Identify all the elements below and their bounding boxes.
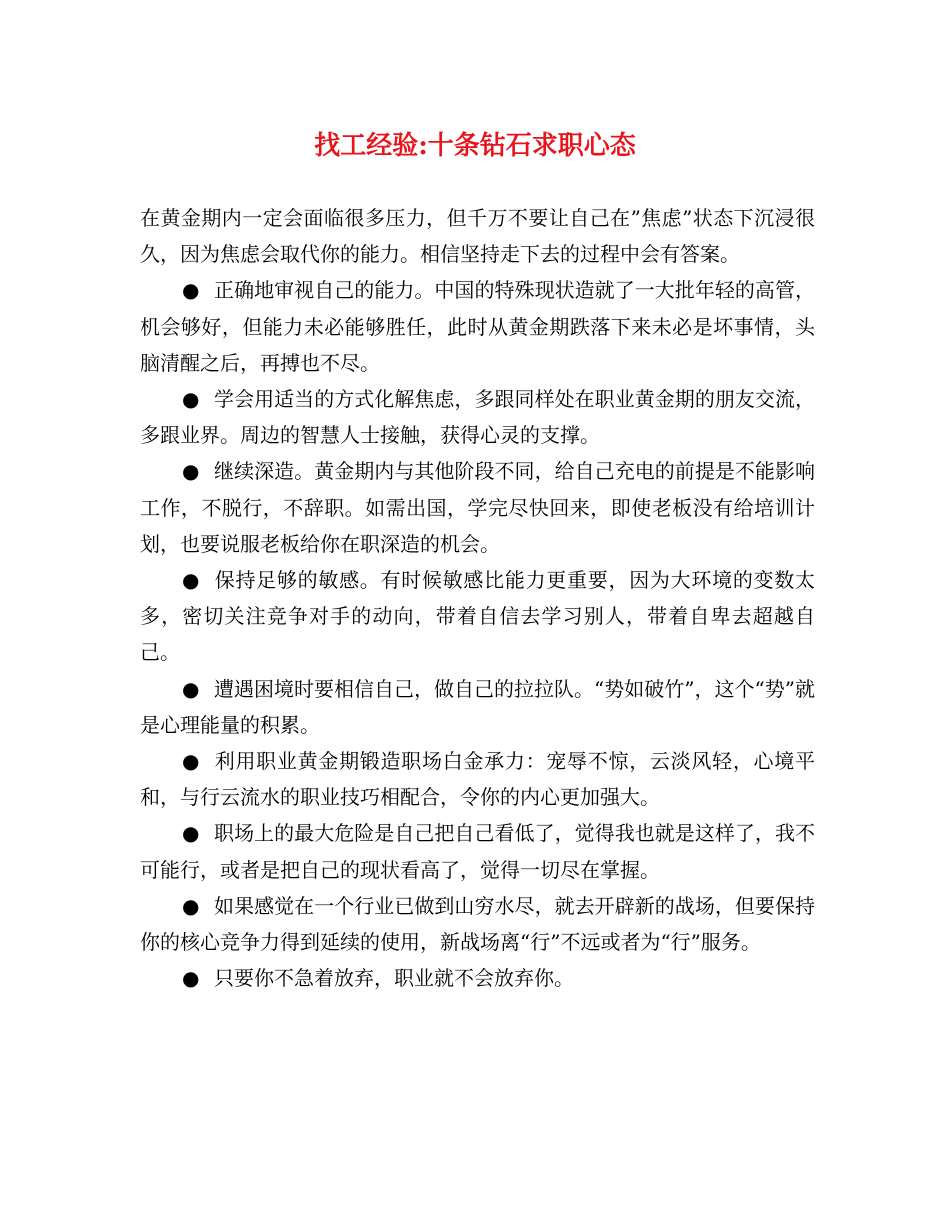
bullet-item xyxy=(140,272,815,381)
bullet-item xyxy=(140,671,815,743)
intro-paragraph: 在黄金期内一定会面临很多压力，但千万不要让自己在”焦虑”状态下沉浸很久，因为焦虑会取代你的能力。相信坚持走下去的过程中会有答案。 xyxy=(140,206,815,267)
bullet-item xyxy=(140,562,815,671)
document-body xyxy=(140,200,815,996)
bullet-dot-icon: ● xyxy=(182,387,200,412)
bullet-text: 正确地审视自己的能力。中国的特殊现状造就了一大批年轻的高管，机会够好，但能力未必能够胜任，此时从黄金期跌落下来未必是坏事情，头脑清醒之后，再搏也不尽。 xyxy=(140,278,815,375)
bullet-dot-icon: ● xyxy=(182,568,200,593)
bullet-text: 只要你不急着放弃，职业就不会放弃你。 xyxy=(214,966,574,991)
bullet-text: 遭遇困境时要相信自己，做自己的拉拉队。“势如破竹”，这个“势”就是心理能量的积累。 xyxy=(140,676,815,737)
bullet-item xyxy=(140,960,815,996)
bullet-dot-icon: ● xyxy=(182,459,200,484)
document-title: 找工经验:十条钻石求职心态 xyxy=(314,131,636,161)
bullet-item xyxy=(140,453,815,562)
bullet-text: 学会用适当的方式化解焦虑，多跟同样处在职业黄金期的朋友交流，多跟业界。周边的智慧人士接触，获得心灵的支撑。 xyxy=(140,387,815,448)
bullet-item xyxy=(140,815,815,887)
bullet-item xyxy=(140,888,815,960)
bullet-text: 继续深造。黄金期内与其他阶段不同，给自己充电的前提是不能影响工作，不脱行，不辞职。如需出国，学完尽快回来，即使老板没有给培训计划，也要说服老板给你在职深造的机会。 xyxy=(140,459,815,556)
bullet-text: 如果感觉在一个行业已做到山穷水尽，就去开辟新的战场，但要保持你的核心竞争力得到延续的使用，新战场离“行”不远或者为“行”服务。 xyxy=(140,893,815,955)
bullet-dot-icon: ● xyxy=(182,676,200,701)
bullet-text: 保持足够的敏感。有时候敏感比能力更重要，因为大环境的变数太多，密切关注竞争对手的动向，带着自信去学习别人，带着自卑去超越自己。 xyxy=(140,568,815,665)
bullet-text: 职场上的最大危险是自己把自己看低了，觉得我也就是这样了，我不可能行，或者是把自己的现状看高了，觉得一切尽在掌握。 xyxy=(140,821,815,882)
bullet-dot-icon: ● xyxy=(182,893,200,918)
bullet-dot-icon: ● xyxy=(182,749,200,774)
bullet-dot-icon: ● xyxy=(182,821,200,846)
bullet-dot-icon: ● xyxy=(182,278,200,303)
bullet-item xyxy=(140,381,815,453)
bullet-item xyxy=(140,743,815,815)
bullet-text: 利用职业黄金期锻造职场白金承力：宠辱不惊，云淡风轻，心境平和，与行云流水的职业技巧相配合，令你的内心更加强大。 xyxy=(140,749,815,810)
bullet-dot-icon: ● xyxy=(182,966,200,991)
